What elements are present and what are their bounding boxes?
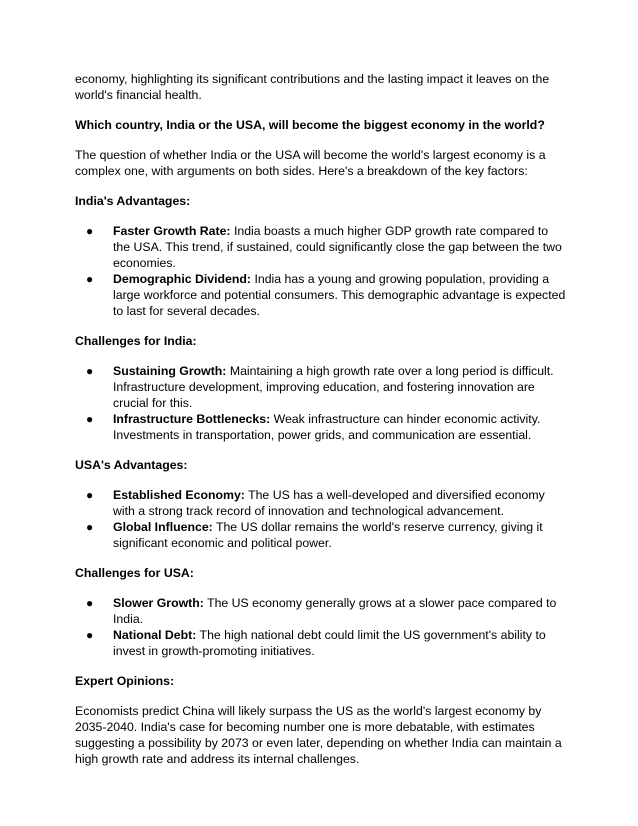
list-item <box>75 223 567 271</box>
item-text: India boasts a much higher GDP growth rate compared to the USA. This trend, if sustained, could significantly close the gap between the two economies. <box>113 224 562 270</box>
section-heading-india-challenges: Challenges for India: <box>75 334 197 348</box>
bullet-icon: ● <box>86 224 94 238</box>
question-heading: Which country, India or the USA, will become the biggest economy in the world? <box>75 118 545 132</box>
bullet-list-usa-challenges <box>75 595 567 659</box>
bullet-icon: ● <box>86 488 94 502</box>
intro-continuation: economy, highlighting its significant contributions and the lasting impact it leaves on the world's financial health. <box>75 72 550 102</box>
item-term: Slower Growth: <box>113 596 204 610</box>
item-term: Established Economy: <box>113 488 245 502</box>
list-item <box>75 487 567 519</box>
item-text: India has a young and growing population, providing a large workforce and potential consumers. This demographic advantage is expected to last for several decades. <box>113 272 566 318</box>
expert-heading: Expert Opinions: <box>75 674 175 688</box>
bullet-icon: ● <box>86 596 94 610</box>
section-heading-usa-advantages: USA's Advantages: <box>75 458 188 472</box>
bullet-icon: ● <box>86 272 94 286</box>
item-term: Demographic Dividend: <box>113 272 252 286</box>
list-item <box>75 411 567 443</box>
item-term: National Debt: <box>113 628 197 642</box>
bullet-icon: ● <box>86 628 94 642</box>
section-heading-usa-challenges: Challenges for USA: <box>75 566 194 580</box>
item-text: The US has a well-developed and diversified economy with a strong track record of innovation and technological advancement. <box>113 488 545 518</box>
bullet-icon: ● <box>86 520 94 534</box>
list-item <box>75 271 567 319</box>
item-text: Weak infrastructure can hinder economic activity. Investments in transportation, power grids, and communication are essential. <box>113 412 541 442</box>
item-text: Maintaining a high growth rate over a long period is difficult. Infrastructure development, improving education, and fostering innovation are crucial for this. <box>113 364 554 410</box>
expert-body: Economists predict China will likely surpass the US as the world's largest economy by 2035-2040. India's case for becoming number one is more debatable, with estimates suggesting a possibility by 2073 or even later, depending on whether India can maintain a high growth rate and address its internal challenges. <box>75 704 562 766</box>
bullet-list-usa-advantages <box>75 487 567 551</box>
list-item <box>75 519 567 551</box>
list-item <box>75 627 567 659</box>
item-text: The US economy generally grows at a slower pace compared to India. <box>113 596 557 626</box>
item-term: Infrastructure Bottlenecks: <box>113 412 271 426</box>
bullet-icon: ● <box>86 412 94 426</box>
bullet-list-india-advantages <box>75 223 567 319</box>
question-body: The question of whether India or the USA will become the world's largest economy is a complex one, with arguments on both sides. Here's a breakdown of the key factors: <box>75 148 546 178</box>
section-heading-india-advantages: India's Advantages: <box>75 194 191 208</box>
list-item <box>75 595 567 627</box>
bullet-icon: ● <box>86 364 94 378</box>
item-term: Faster Growth Rate: <box>113 224 231 238</box>
bullet-list-india-challenges <box>75 363 567 443</box>
list-item <box>75 363 567 411</box>
item-term: Sustaining Growth: <box>113 364 227 378</box>
item-text: The high national debt could limit the US government's ability to invest in growth-promoting initiatives. <box>113 628 546 658</box>
item-text: The US dollar remains the world's reserve currency, giving it significant economic and political power. <box>113 520 543 550</box>
item-term: Global Influence: <box>113 520 213 534</box>
document-page <box>75 71 567 767</box>
